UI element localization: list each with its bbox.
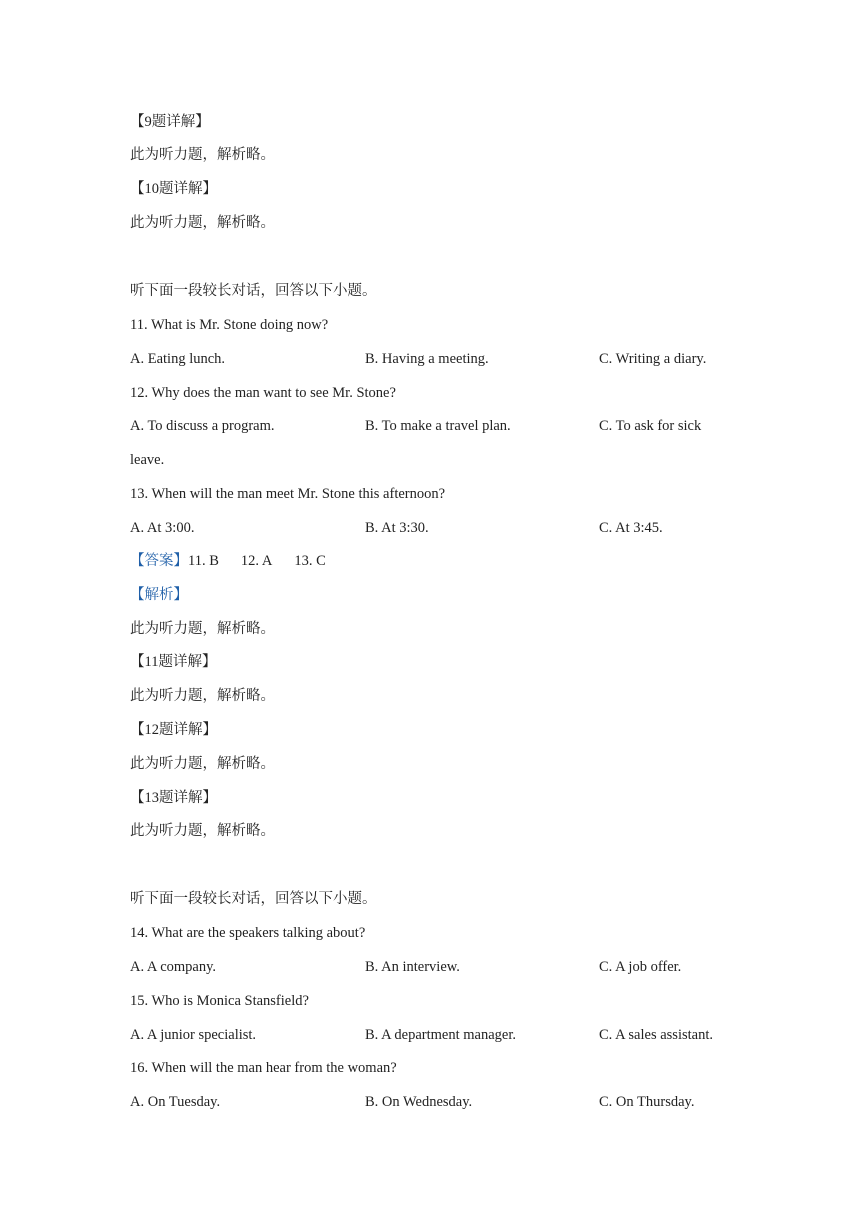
- question-16-option-b: B. On Wednesday.: [365, 1094, 473, 1110]
- section2-intro: 听下面一段较长对话，回答以下小题。: [130, 891, 377, 907]
- answer-12: 12. A: [240, 553, 273, 569]
- q11-detail-heading: 【11题详解】: [130, 654, 217, 670]
- q9-detail-heading: 【9题详解】: [130, 114, 210, 130]
- answer-label: 【答案】: [130, 553, 188, 569]
- answer-13: 13. C: [294, 553, 326, 569]
- question-14-option-a: A. A company.: [130, 959, 217, 975]
- question-14-option-c: C. A job offer.: [599, 959, 682, 975]
- question-14-option-b: B. An interview.: [365, 959, 460, 975]
- question-16-stem: 16. When will the man hear from the woman?: [130, 1060, 397, 1076]
- question-12-option-b: B. To make a travel plan.: [365, 418, 511, 434]
- q9-detail-text: 此为听力题，解析略。: [130, 147, 275, 163]
- question-15-option-b: B. A department manager.: [365, 1027, 517, 1043]
- question-15-stem: 15. Who is Monica Stansfield?: [130, 993, 309, 1009]
- question-12-option-a: A. To discuss a program.: [130, 418, 275, 434]
- question-11-stem: 11. What is Mr. Stone doing now?: [130, 317, 329, 333]
- question-13-option-c: C. At 3:45.: [599, 520, 663, 536]
- question-11-option-b: B. Having a meeting.: [365, 351, 489, 367]
- question-16-option-a: A. On Tuesday.: [130, 1094, 221, 1110]
- analysis-text: 此为听力题，解析略。: [130, 621, 275, 637]
- question-15-option-c: C. A sales assistant.: [599, 1027, 713, 1043]
- q10-detail-text: 此为听力题，解析略。: [130, 215, 275, 231]
- question-14-stem: 14. What are the speakers talking about?: [130, 925, 366, 941]
- answer-11: 11. B: [188, 553, 219, 569]
- question-13-stem: 13. When will the man meet Mr. Stone this afternoon?: [130, 486, 446, 502]
- q10-detail-heading: 【10题详解】: [130, 181, 217, 197]
- q13-detail-heading: 【13题详解】: [130, 790, 217, 806]
- question-12-option-c: C. To ask for sick: [599, 418, 702, 434]
- question-11-option-c: C. Writing a diary.: [599, 351, 707, 367]
- q12-detail-heading: 【12题详解】: [130, 722, 217, 738]
- answer-line: [130, 551, 326, 571]
- question-16-option-c: C. On Thursday.: [599, 1094, 695, 1110]
- section1-intro: 听下面一段较长对话，回答以下小题。: [130, 283, 377, 299]
- q11-detail-text: 此为听力题，解析略。: [130, 688, 275, 704]
- question-13-option-a: A. At 3:00.: [130, 520, 195, 536]
- question-12-option-c-wrap: leave.: [130, 452, 165, 468]
- question-12-stem: 12. Why does the man want to see Mr. Stone?: [130, 385, 396, 401]
- question-13-option-b: B. At 3:30.: [365, 520, 429, 536]
- q13-detail-text: 此为听力题，解析略。: [130, 823, 275, 839]
- question-11-option-a: A. Eating lunch.: [130, 351, 226, 367]
- q12-detail-text: 此为听力题，解析略。: [130, 756, 275, 772]
- question-15-option-a: A. A junior specialist.: [130, 1027, 257, 1043]
- analysis-label: 【解析】: [130, 587, 188, 603]
